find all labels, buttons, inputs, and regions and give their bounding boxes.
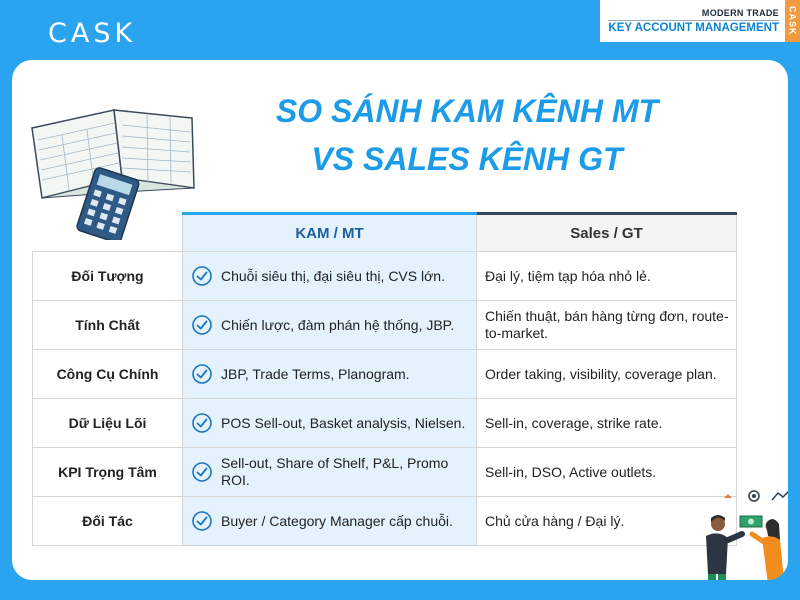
- check-circle-icon: [191, 510, 213, 532]
- table-row: [33, 399, 737, 448]
- badge-top-text: MODERN TRADE: [701, 8, 779, 18]
- check-circle-icon: [191, 314, 213, 336]
- row-label: Đối Tác: [33, 497, 183, 546]
- check-circle-icon: [191, 265, 213, 287]
- kam-cell-text: POS Sell-out, Basket analysis, Nielsen.: [221, 414, 466, 431]
- check-circle-icon: [191, 461, 213, 483]
- man-figure: [705, 515, 742, 580]
- row-label: Dữ Liệu Lõi: [33, 399, 183, 448]
- kam-cell: [183, 399, 477, 448]
- content-card: [12, 60, 788, 580]
- gt-cell: Order taking, visibility, coverage plan.: [477, 350, 737, 399]
- people-discussion-illustration: [684, 488, 788, 580]
- gt-cell: Chiến thuật, bán hàng từng đơn, route-to-market.: [477, 301, 737, 350]
- table-row: [33, 252, 737, 301]
- kam-cell: [183, 448, 477, 497]
- kam-cell: [183, 252, 477, 301]
- kam-cell: [183, 497, 477, 546]
- kam-cell-text: JBP, Trade Terms, Planogram.: [221, 365, 410, 382]
- badge-main-text: KEY ACCOUNT MANAGEMENT: [608, 22, 779, 34]
- row-label: KPI Trọng Tâm: [33, 448, 183, 497]
- gt-cell: Sell-in, coverage, strike rate.: [477, 399, 737, 448]
- table-body: [33, 252, 737, 546]
- row-label: Công Cụ Chính: [33, 350, 183, 399]
- badge-side-text: CASK: [785, 0, 800, 42]
- table-row: [33, 350, 737, 399]
- kam-cell: [183, 350, 477, 399]
- row-label: Tính Chất: [33, 301, 183, 350]
- kam-cell-text: Chiến lược, đàm phán hệ thống, JBP.: [221, 316, 455, 333]
- brand-logo: CASK: [48, 18, 137, 49]
- table-row: [33, 497, 737, 546]
- gt-cell: Sell-in, DSO, Active outlets.: [477, 448, 737, 497]
- table-row: [33, 301, 737, 350]
- idea-icons: [724, 490, 788, 527]
- row-label: Đối Tượng: [33, 252, 183, 301]
- column-header-gt: Sales / GT: [477, 214, 737, 252]
- woman-figure: [752, 519, 788, 580]
- comparison-table: [32, 212, 737, 546]
- column-header-kam: KAM / MT: [183, 214, 477, 252]
- check-circle-icon: [191, 412, 213, 434]
- kam-cell-text: Buyer / Category Manager cấp chuỗi.: [221, 512, 453, 529]
- kam-cell-text: Chuỗi siêu thị, đại siêu thị, CVS lớn.: [221, 267, 445, 284]
- page-title-line1: SO SÁNH KAM KÊNH MT: [275, 93, 659, 129]
- table-row: [33, 448, 737, 497]
- gt-cell: Chủ cửa hàng / Đại lý.: [477, 497, 737, 546]
- header-badge: [600, 0, 800, 42]
- kam-cell-text: Sell-out, Share of Shelf, P&L, Promo ROI.: [221, 455, 449, 488]
- check-circle-icon: [191, 363, 213, 385]
- page-title-line2: VS SALES KÊNH GT: [311, 141, 623, 177]
- table-corner: [33, 214, 183, 252]
- gt-cell: Đại lý, tiệm tạp hóa nhỏ lẻ.: [477, 252, 737, 301]
- kam-cell: [183, 301, 477, 350]
